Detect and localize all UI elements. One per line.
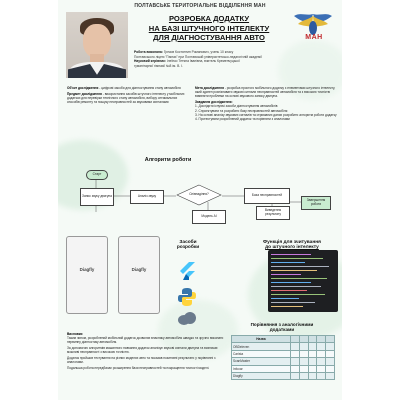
conclusion-block: Висновки Таким чином, розроблений мобільний додаток дозволяє власнику автомобіля швидко та зручно виконати первинну діагностику автомобіля. За допомогою алгоритмів машинного навчання додаток аналізує звукові сигнали двигуна та визначає можливі несправності з високою точністю. Додаток пройшов тестування на різних моделях авто та показав позитивні результати у порівнянні з аналогами. Подальша робота передбачає розширення бази несправностей та покращення точності моделі. [67, 332, 224, 370]
flowchart-decision: Співпадіння? [176, 184, 222, 206]
cloud-service-icon [176, 310, 198, 326]
code-title: Функція для зчитування до штучного інтелекту [263, 240, 321, 251]
table-row: OBDeleven [232, 343, 335, 350]
table-row: ScanMaster [232, 358, 335, 365]
flowchart-db-step: База несправностей [244, 188, 290, 204]
authors-block: Робота виконана: Греков Костянтин Романович, учень 10 класу Полтавського ліцею "Гімназ" при Полтавській університетсько-педагогічній академії Науковий керівник: Ілеїнко Тетяна Іванівна, вчитель Кременчуцької гуманітарної гімназії №8 ім. В. І. [134, 50, 262, 68]
table-row: Carista [232, 350, 335, 357]
table-row: Infocar [232, 365, 335, 372]
table-row: Diagfly [232, 372, 335, 379]
goal-tasks-block: Мета дослідження - розробка простого мобільного додатку з елементами штучного інтелекту, який здатен розпізнавати звукові сигнали несправностей автомобіля та з високою точністю виявляти проблеми на основі звукового запису двигуна. Завдання дослідження: 1. Дослідити існуючі засоби діагностування автомобілів 2. Спроектувати та розробити базу несправностей автомобіля 3. На основі аналізу звукових сигналів та отриманих даних розробити алгоритм роботи додатку 4. Протестувати розроблений додаток та порівняти з аналогами [195, 86, 337, 121]
flowchart-result-step: Виведення результату [256, 206, 290, 220]
code-snippet [268, 250, 338, 312]
app-screen-1: Diagfly [66, 236, 108, 314]
flutter-icon [176, 260, 198, 282]
logo-text: МАН [305, 34, 323, 41]
title-line: ДЛЯ ДІАГНОСТУВАННЯ АВТО [153, 33, 265, 42]
comparison-table [231, 335, 335, 380]
app-screen-2: Diagfly [118, 236, 160, 314]
author-photo [66, 12, 128, 78]
flowchart-analyze-step: Аналіз звуку [130, 190, 164, 204]
table-header-row: Назва [232, 336, 335, 343]
poster [58, 0, 342, 400]
title-line: НА БАЗІ ШТУЧНОГО ІНТЕЛЕКТУ [148, 23, 270, 33]
object-subject-block: Об'єкт дослідження - цифрові засоби для діагностування стану автомобіля Предмет дослідження - використання засобів штучного інтелекту у мобільних додатках для перевірки технічного стану автомобіля, вибору оптимальних способів ремонту та пошуку несправностей за звуковими сигналами [67, 86, 185, 105]
organization-header: ПОЛТАВСЬКЕ ТЕРИТОРІАЛЬНЕ ВІДДІЛЕННЯ МАН [134, 3, 266, 9]
algorithm-title: Алгоритм роботи [144, 157, 192, 163]
comparison-title: Порівняння з аналогічними додатками [250, 322, 314, 333]
tools-title: Засоби розробки [176, 240, 200, 251]
python-icon [176, 286, 198, 308]
flowchart-record-step: Запис звуку двигуна [80, 188, 114, 206]
title-line: РОЗРОБКА ДОДАТКУ [168, 14, 250, 23]
flowchart-end: Завершення роботи [301, 196, 331, 210]
poster-title [134, 14, 284, 43]
flowchart-model-step: Модель AI [192, 210, 226, 224]
flowchart-start: Старт [86, 170, 108, 180]
